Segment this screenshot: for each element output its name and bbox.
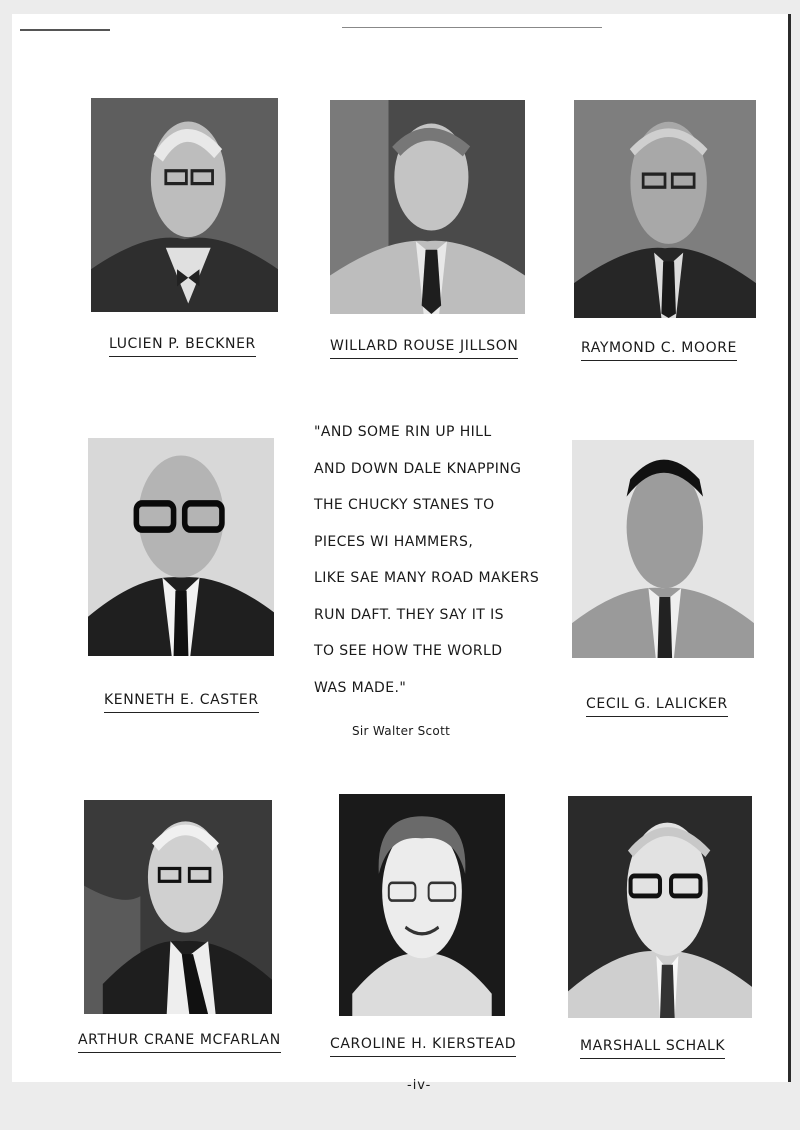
quote-line: WAS MADE." — [314, 679, 407, 696]
portrait-name: CECIL G. LALICKER — [586, 696, 728, 717]
portrait-photo — [574, 100, 756, 318]
quote-line: AND DOWN DALE KNAPPING — [314, 460, 522, 477]
portrait-name: LUCIEN P. BECKNER — [109, 336, 256, 357]
quote-attribution: Sir Walter Scott — [352, 724, 451, 738]
portrait-name: WILLARD ROUSE JILLSON — [330, 338, 518, 359]
quote-line: "AND SOME RIN UP HILL — [314, 424, 492, 440]
quote-line: TO SEE HOW THE WORLD — [314, 643, 503, 659]
document-page — [12, 14, 791, 1093]
portrait-name: CAROLINE H. KIERSTEAD — [330, 1036, 516, 1057]
portrait-photo — [91, 98, 278, 312]
scan-mark — [342, 27, 602, 28]
portrait-name: ARTHUR CRANE MCFARLAN — [78, 1032, 281, 1053]
portrait-photo — [568, 796, 752, 1018]
portrait-name: MARSHALL SCHALK — [580, 1038, 725, 1059]
quote-line: RUN DAFT. THEY SAY IT IS — [314, 606, 504, 623]
portrait-name: KENNETH E. CASTER — [104, 692, 259, 713]
quote-block — [314, 414, 564, 706]
quote-line: PIECES WI HAMMERS, — [314, 533, 474, 550]
portrait-photo — [84, 800, 272, 1014]
portrait-photo — [330, 100, 525, 314]
portrait-name: RAYMOND C. MOORE — [581, 340, 737, 361]
portrait-photo — [572, 440, 754, 658]
quote-line: THE CHUCKY STANES TO — [314, 497, 495, 513]
scan-mark — [20, 29, 110, 31]
portrait-photo — [88, 438, 274, 656]
page-number: -iv- — [407, 1078, 432, 1093]
portrait-photo — [339, 794, 505, 1016]
quote-line: LIKE SAE MANY ROAD MAKERS — [314, 570, 540, 586]
